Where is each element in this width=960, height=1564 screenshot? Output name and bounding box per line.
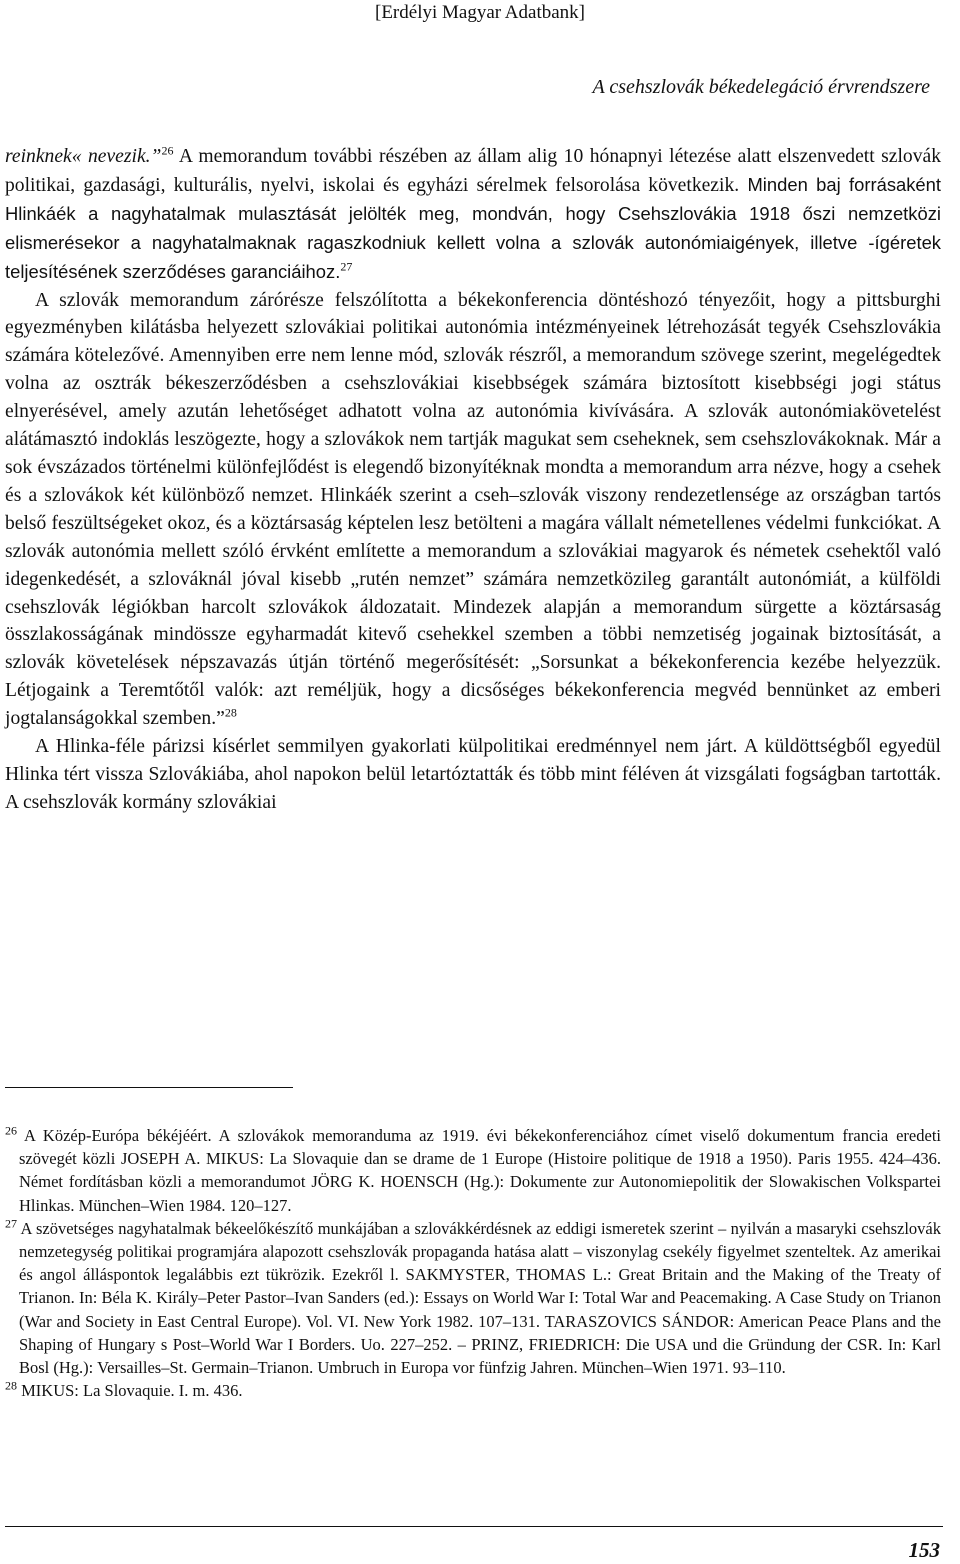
- footnotes: [5, 1124, 941, 1402]
- footnote-text: MIKUS: La Slovaquie. I. m. 436.: [17, 1381, 243, 1401]
- quote-end: reinknek« nevezik.”: [5, 146, 162, 167]
- main-text: [5, 143, 941, 817]
- footnote-number: 28: [5, 1378, 17, 1393]
- paragraph-2-quote: „Sorsunkat a békekonferencia kezébe helyezzük. Létjogaink a Teremtőtől valók:: [5, 652, 941, 702]
- footnote-ref-26[interactable]: 26: [161, 143, 174, 158]
- paragraph-2-text-b: Amennyiben erre nem lenne mód, szlovák részről, a memorandum szövege szerint, megelégedtek volna az osztrák békeszerződésben a csehszlovákiai kisebbségek számára biztosított kisebbségi jogi státus elnyerésével, amely azután lehetőséget adhatott volna az autonómia kivívására. A szlovák autonómiakövetelést alátámasztó indoklás leszögezte, hogy a szlovákok nem tartják magukat sem cseheknek, sem csehszlovákoknak. Már a sok évszázados történelmi különfejlődést is elegendő bizonyítéknak mondta a memorandum arra nézve, hogy a csehek és a szlovákok két különböző nemzet. Hlinkáék szerint a cseh–szlovák viszony rendezetlensége az országban tartós belső feszültségeket okoz, és a köztársaság képtelen lesz betölteni a magára vállalt németellenes védelmi funkciókat. A szlovák autonómia mellett szóló érvként említette a memorandum a szlovákiai magyarok és németek csehektől való idegenkedését, a szlováknál jóval kisebb „rutén nemzet” számára nemzetközileg garantált autonómiát, a külföldi csehszlovák légiókban harcolt szlovákok áldozatait. Mindezek alapján a memorandum sürgette a köztársaság összlakosságának mindössze egyharmadát kitevő csehekkel szemben a többi nemzetiség jogainak biztosítását, a szlovák követelések népszavazás útján történő megerősítését:: [5, 345, 941, 674]
- footnote-text: A szövetséges nagyhatalmak békeelőkészítő munkájában a szlovákkérdésnek az eddigi ismeretek szerint – nyilván a masaryki csehszlovák nemzetegység politikai programjára alapozott csehszlovák propaganda hatása alatt – viszonylag csekély figyelmet szenteltek. Az amerikai és angol álláspontok legalábbis ezt tükrözik. Ezekről l. SAKMYSTER, THOMAS L.: Great Britain and the Making of the Treaty of Trianon. In: Béla K. Király–Peter Pastor–Ivan Sanders (ed.): Essays on World War I: Total War and Peacemaking. A Case Study on Trianon (War and Society in East Central Europe). Vol. VI. New York 1982. 107–131. TARASZOVICS SÁNDOR: American Peace Plans and the Shaping of Hungary s Post–World War I Borders. Uo. 227–252. – PRINZ, FRIEDRICH: Die USA und die Gründung der CSR. In: Karl Bosl (Hg.): Versailles–St. Germain–Trianon. Umbruch in Europa vor fünfzig Jahren. München–Wien 1971. 93–110.: [17, 1218, 941, 1378]
- paragraph-2: [5, 287, 941, 734]
- paragraph-1-text-sans: Minden baj forrásaként Hlinkáék a nagyhatalmak mulasztását jelölték meg, mondván, hogy Csehszlovákia 1918 őszi nemzetközi elismerésekor a nagyhatalmaknak ragaszkodniuk kellett volna a szlovák autonómiaigények, illetve -ígéretek teljesítésének szerződéses garanciáihoz.: [5, 173, 942, 282]
- footnote-26: [5, 1124, 941, 1217]
- paragraph-2-text-a: A szlovák memorandum zárórésze felszólította a békekonferencia döntéshozó tényezőit, hogy a pittsburghi egyezményben kilátásba helyezett szlovákiai politikai autonómia intézményeinek létrehozását tegyék Csehszlovákia számára kötelezővé.: [5, 289, 941, 367]
- footnote-28: [5, 1379, 941, 1402]
- page-number: 153: [908, 1538, 940, 1562]
- footnote-ref-28[interactable]: 28: [224, 705, 237, 720]
- footnote-ref-27[interactable]: 27: [340, 259, 353, 274]
- footnote-text: A Közép-Európa békéjéért. A szlovákok memoranduma az 1919. évi békekonferenciához címet viselő dokumentum francia eredeti szövegét közli JOSEPH A. MIKUS: La Slovaquie dan se drame de 1 Europe (Histoire politique de 1918 a 1950). Paris 1955. 424–436. Német fordításban közli a memorandumot JÖRG K. HOENSCH (Hg.): Dokumente zur Autonomiepolitik der Slowakischen Volkspartei Hlinkas. München–Wien 1984. 120–127.: [17, 1126, 941, 1215]
- footnote-27: [5, 1217, 941, 1379]
- footnote-number: 27: [5, 1216, 17, 1231]
- footnote-separator: [5, 1087, 293, 1088]
- paragraph-2-quote-end: azt reméljük, hogy a dicsőséges békekonferencia megvéd bennünket az emberi jogtalanságokkal szemben.”: [5, 680, 941, 730]
- running-title: A csehszlovák békedelegáció érvrendszere: [592, 76, 930, 98]
- paragraph-1-text: A memorandum további részében az állam alig 10 hónapnyi létezése alatt elszenvedett szlovák politikai, gazdasági, kulturális, nyelvi, iskolai és egyházi sérelmek felsorolása következik.: [5, 146, 941, 196]
- bottom-rule: [5, 1526, 943, 1527]
- paragraph-3: A Hlinka-féle párizsi kísérlet semmilyen gyakorlati külpolitikai eredménnyel nem járt. A küldöttségből egyedül Hlinka tért vissza Szlovákiába, ahol napokon belül letartóztatták és több mint féléven át vizsgálati fogságban tartották. A csehszlovák kormány szlovákiai: [5, 736, 941, 813]
- source-header: [Erdélyi Magyar Adatbank]: [375, 2, 585, 23]
- footnote-number: 26: [5, 1123, 17, 1138]
- paragraph-1: [5, 143, 941, 287]
